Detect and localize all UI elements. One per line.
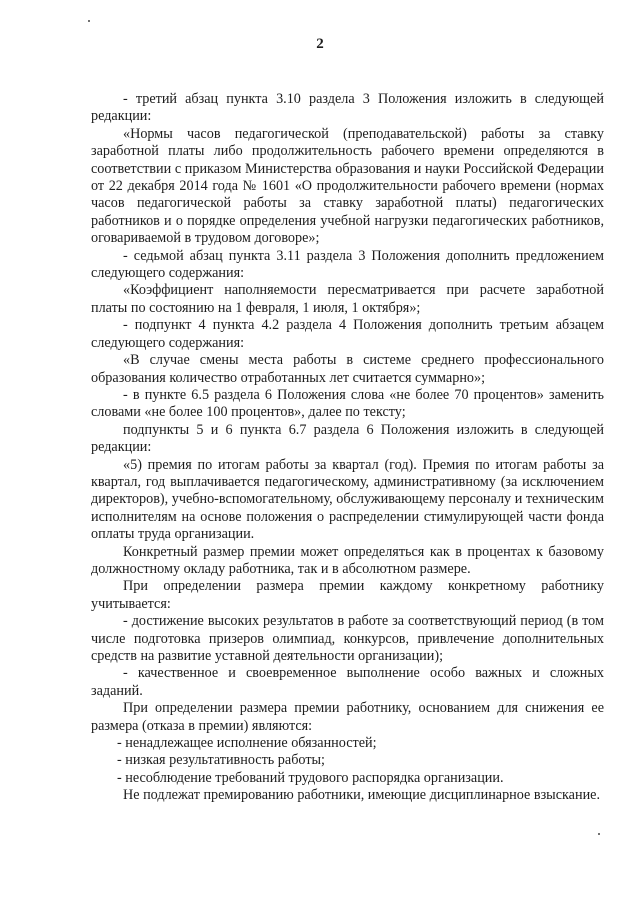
paragraph: При определении размера премии работнику, основанием для снижения ее размера (отказа в премии) являются: <box>91 700 604 734</box>
paragraph: - подпункт 4 пункта 4.2 раздела 4 Положения дополнить третьим абзацем следующего содержания: <box>91 317 604 351</box>
paragraph: При определении размера премии каждому конкретному работнику учитывается: <box>91 578 604 612</box>
page-number: 2 <box>316 36 324 52</box>
paragraph: - достижение высоких результатов в работе за соответствующий период (в том числе подготовка призеров олимпиад, конкурсов, привлечение дополнительных средств на развитие уставной деятельности организации); <box>91 613 604 664</box>
paragraph: «Нормы часов педагогической (преподавательской) работы за ставку заработной платы либо продолжительность рабочего времени определяются в соответствии с приказом Министерства образования и науки Российской Федерации от 22 декабря 2014 года № 1601 «О продолжительности рабочего времени (нормах часов педагогической работы за ставку заработной платы) педагогических работников и о порядке определения учебной нагрузки педагогических работников, оговариваемой в трудовом договоре»; <box>91 125 604 247</box>
paragraph: - третий абзац пункта 3.10 раздела 3 Положения изложить в следующей редакции: <box>91 91 604 125</box>
paragraph: - несоблюдение требований трудового распорядка организации. <box>117 769 504 786</box>
paragraph: «Коэффициент наполняемости пересматривается при расчете заработной платы по состоянию на 1 февраля, 1 июля, 1 октября»; <box>91 282 604 316</box>
paragraph: - ненадлежащее исполнение обязанностей; <box>117 735 377 752</box>
scan-speck <box>88 20 90 22</box>
paragraph: - качественное и своевременное выполнение особо важных и сложных заданий. <box>91 665 604 699</box>
paragraph: - в пункте 6.5 раздела 6 Положения слова «не более 70 процентов» заменить словами «не более 100 процентов», далее по тексту; <box>91 386 604 421</box>
paragraph: Не подлежат премированию работники, имеющие дисциплинарное взыскание. <box>123 787 601 804</box>
document-body <box>91 91 604 805</box>
paragraph: - седьмой абзац пункта 3.11 раздела 3 Положения дополнить предложением следующего содержания: <box>91 247 604 282</box>
paragraph: «5) премия по итогам работы за квартал (год). Премия по итогам работы за квартал, год выплачивается педагогическому, административному (за исключением директоров), учебно-вспомогательному, обслуживающему персоналу и техническим исполнителям на основе положения о распределении стимулирующей части фонда оплаты труда организации. <box>91 456 604 543</box>
paragraph: - низкая результативность работы; <box>117 752 325 769</box>
scan-speck <box>598 833 600 835</box>
paragraph: «В случае смены места работы в системе среднего профессионального образования количество отработанных лет считается суммарно»; <box>91 352 604 386</box>
paragraph: подпункты 5 и 6 пункта 6.7 раздела 6 Положения изложить в следующей редакции: <box>91 421 604 456</box>
paragraph: Конкретный размер премии может определяться как в процентах к базовому должностному окладу работника, так и в абсолютном размере. <box>91 543 604 577</box>
